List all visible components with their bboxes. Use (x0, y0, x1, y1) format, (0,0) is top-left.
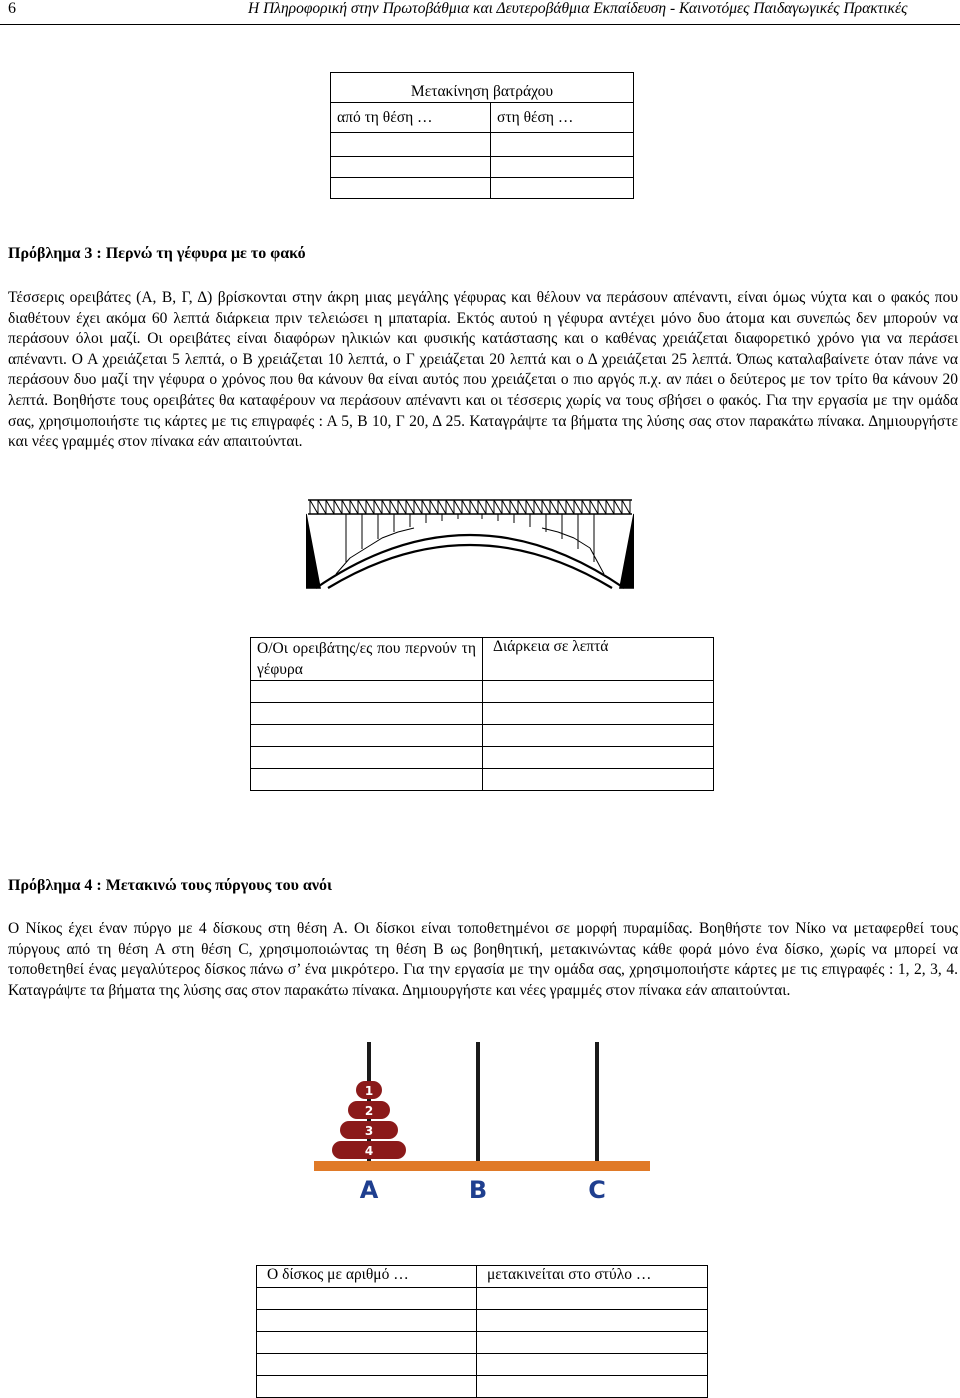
table-cell[interactable] (331, 157, 491, 178)
disk-table-col-peg: μετακινείται στο στύλο … (477, 1266, 708, 1288)
tower-of-hanoi-illustration (312, 1042, 652, 1206)
running-header: Η Πληροφορική στην Πρωτοβάθμια και Δευτεροβάθμια Εκπαίδευση - Καινοτόμες Παιδαγωγικές Πρακτικές (248, 0, 908, 17)
peg-base (314, 1161, 650, 1171)
table-row (257, 1376, 708, 1398)
frog-table-col-to: στη θέση … (491, 103, 634, 133)
problem4-text: Ο Νίκος έχει έναν πύργο με 4 δίσκους στη θέση Α. Οι δίσκοι είναι τοποθετημένοι σε μορφή πυραμίδας. Βοηθήστε τον Νίκο να μεταφερθεί τους πύργους από τη θέση Α στη θέση C, χρησιμοποιώντας τη θέση B ως βοηθητική, μετακινώντας κάθε φορά μόνο ένα δίσκο, χωρίς να μπορεί να τοποθετηθεί ένας μεγαλύτερος δίσκος πάνω σ’ ένα μικρότερο. Για την εργασία με την ομάδα σας, χρησιμοποιήστε κάρτες με τις επιγραφές : 1, 2, 3, 4. Καταγράψτε τα βήματα της λύσης σας στον παρακάτω πίνακα. Δημιουργήστε και νέες γραμμές στον πίνακα εάν απαιτούνται. (8, 920, 958, 999)
table-cell[interactable] (477, 1354, 708, 1376)
table-cell[interactable] (491, 133, 634, 157)
hanoi-disk-label: 4 (364, 1144, 374, 1158)
hanoi-disk-label: 2 (364, 1104, 374, 1118)
table-row (331, 157, 634, 178)
table-row (251, 769, 714, 791)
table-cell[interactable] (257, 1332, 477, 1354)
bridge-table-col-duration: Διάρκεια σε λεπτά (483, 638, 714, 681)
table-cell[interactable] (491, 178, 634, 199)
peg-label-b: B (468, 1176, 488, 1204)
table-cell[interactable] (251, 703, 483, 725)
problem3-heading: Πρόβλημα 3 : Περνώ τη γέφυρα με το φακό (8, 245, 306, 262)
table-row (251, 725, 714, 747)
table-row (331, 178, 634, 199)
table-cell[interactable] (483, 681, 714, 703)
table-cell[interactable] (477, 1288, 708, 1310)
page-number: 6 (8, 0, 16, 17)
table-cell[interactable] (251, 725, 483, 747)
bridge-table-col-climbers: Ο/Οι ορειβάτης/ες που περνούν τη γέφυρα (251, 638, 483, 681)
table-row (251, 747, 714, 769)
table-cell[interactable] (483, 747, 714, 769)
table-cell[interactable] (257, 1310, 477, 1332)
table-cell[interactable] (483, 725, 714, 747)
bridge-illustration (306, 492, 634, 590)
table-cell[interactable] (251, 681, 483, 703)
hanoi-disk-label: 1 (364, 1084, 374, 1098)
table-cell[interactable] (477, 1310, 708, 1332)
bridge-crossing-table (250, 637, 714, 791)
table-cell[interactable] (251, 747, 483, 769)
hanoi-disk-label: 3 (364, 1124, 374, 1138)
problem4-heading: Πρόβλημα 4 : Μετακινώ τους πύργους του ανόι (8, 877, 332, 894)
table-row (257, 1354, 708, 1376)
table-row (251, 703, 714, 725)
problem3-text: Τέσσερις ορειβάτες (Α, Β, Γ, Δ) βρίσκονται στην άκρη μιας μεγάλης γέφυρας και θέλουν να περάσουν απέναντι, είναι όμως νύχτα και ο φακός που διαθέτουν έχει ακόμα 60 λεπτά διάρκεια πριν τελειώσει η μπαταρία. Εκτός αυτού η γέφυρα αντέχει μόνο δυο άτομα και συνεπώς δεν μπορούν να περάσουν όλοι μαζί. Οι ορειβάτες είναι διαφόρων ηλικιών και φυσικής κατάστασης και ο καθένας χρειάζεται διαφορετικό χρόνο για να περάσει απέναντι. Ο Α χρειάζεται 5 λεπτά, ο Β χρειάζεται 10 λεπτά, ο Γ χρειάζεται 20 λεπτά και ο Δ χρειάζεται 25 λεπτά. Όπως καταλαβαίνετε όταν πάνε να περάσουν δυο μαζί την γέφυρα ο χρόνος που θα κάνουν θα είναι αυτός που χρειάζεται ο πιο αργός π.χ. αν πάει ο δεύτερος με τον τρίτο θα κάνουν 20 λεπτά. Βοηθήστε τους ορειβάτες θα καταφέρουν να περάσουν απέναντι και οι τέσσερις χωρίς να τους σβήσει ο φακός. Για την εργασία με την ομάδα σας, χρησιμοποιήστε τις κάρτες με τις επιγραφές : Α 5, Β 10, Γ 20, Δ 25. Καταγράψτε τα βήματα της λύσης σας στον παρακάτω πίνακα. Δημιουργήστε και νέες γραμμές στον πίνακα εάν απαιτούνται. (8, 289, 958, 451)
peg-label-c: C (588, 1176, 606, 1204)
table-cell[interactable] (491, 157, 634, 178)
table-cell[interactable] (251, 769, 483, 791)
table-cell[interactable] (257, 1288, 477, 1310)
table-cell[interactable] (483, 703, 714, 725)
table-row (331, 133, 634, 157)
table-cell[interactable] (331, 133, 491, 157)
table-cell[interactable] (257, 1376, 477, 1398)
peg-b-rod (476, 1042, 480, 1162)
table-row (257, 1332, 708, 1354)
table-row (257, 1310, 708, 1332)
table-row (251, 681, 714, 703)
frog-table-col-from: από τη θέση … (331, 103, 491, 133)
disk-move-table (256, 1265, 708, 1398)
table-cell[interactable] (477, 1332, 708, 1354)
peg-c-rod (595, 1042, 599, 1162)
disk-table-col-disk: Ο δίσκος με αριθμό … (257, 1266, 477, 1288)
table-cell[interactable] (477, 1376, 708, 1398)
frog-table-title: Μετακίνηση βατράχου (331, 73, 634, 103)
header-rule (0, 24, 960, 25)
frog-move-table (330, 72, 634, 199)
peg-label-a: A (359, 1176, 379, 1204)
table-cell[interactable] (257, 1354, 477, 1376)
table-cell[interactable] (331, 178, 491, 199)
table-cell[interactable] (483, 769, 714, 791)
table-row (257, 1288, 708, 1310)
